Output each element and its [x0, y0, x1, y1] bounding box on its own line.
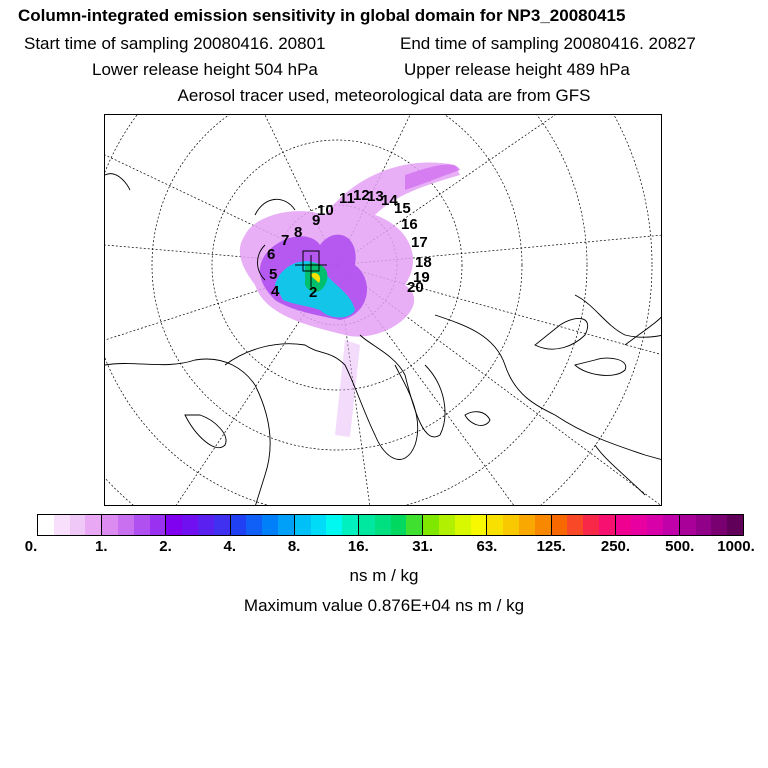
colorbar-swatch [696, 515, 712, 535]
colorbar-swatch [359, 515, 375, 535]
units-label: ns m / kg [349, 566, 419, 585]
colorbar-swatch [326, 515, 342, 535]
colorbar-swatch [278, 515, 295, 535]
colorbar-swatch [727, 515, 743, 535]
trajectory-label: 4 [271, 283, 280, 300]
colorbar-swatch [38, 515, 54, 535]
trajectory-label: 19 [413, 269, 430, 286]
colorbar-swatch [70, 515, 86, 535]
trajectory-label: 18 [415, 254, 432, 271]
map-canvas [105, 115, 662, 506]
colorbar-swatch [487, 515, 503, 535]
colorbar-swatch [631, 515, 647, 535]
colorbar-tick-label: 1000. [717, 538, 755, 555]
tracer-note: Aerosol tracer used, meteorological data are from GFS [177, 86, 591, 105]
start-time-label: Start time of sampling 20080416. 20801 [24, 34, 326, 53]
colorbar-swatch [54, 515, 70, 535]
colorbar [37, 514, 744, 536]
colorbar-swatch [552, 515, 568, 535]
colorbar-swatch [311, 515, 327, 535]
colorbar-tick-label: 16. [347, 538, 369, 555]
colorbar-swatch [680, 515, 696, 535]
trajectory-label: 12 [353, 187, 370, 204]
colorbar-tick-label: 250. [600, 538, 631, 555]
colorbar-tick-label: 31. [412, 538, 434, 555]
colorbar-swatch [295, 515, 311, 535]
colorbar-tick-label: 125. [536, 538, 566, 555]
upper-release-label: Upper release height 489 hPa [404, 60, 630, 79]
colorbar-tick-label: 8. [287, 538, 301, 555]
colorbar-swatch [535, 515, 552, 535]
colorbar-swatch [134, 515, 150, 535]
colorbar-ticks [0, 538, 768, 558]
colorbar-swatch [711, 515, 727, 535]
colorbar-tick-label: 4. [223, 538, 237, 555]
colorbar-swatch [102, 515, 118, 535]
colorbar-swatch [583, 515, 599, 535]
colorbar-swatch [406, 515, 423, 535]
trajectory-label: 17 [411, 234, 428, 251]
trajectory-label: 20 [407, 279, 424, 296]
colorbar-swatch [663, 515, 680, 535]
colorbar-swatch [85, 515, 102, 535]
colorbar-swatch [150, 515, 167, 535]
max-value-label: Maximum value 0.876E+04 ns m / kg [243, 596, 525, 615]
colorbar-swatch [166, 515, 182, 535]
colorbar-swatch [519, 515, 535, 535]
trajectory-label: 13 [367, 188, 384, 205]
polar-map [104, 114, 662, 506]
colorbar-swatch [262, 515, 278, 535]
colorbar-swatch [118, 515, 134, 535]
lower-release-label: Lower release height 504 hPa [92, 60, 318, 79]
colorbar-swatch [375, 515, 391, 535]
trajectory-label: 11 [339, 190, 355, 207]
trajectory-label: 8 [294, 224, 303, 241]
colorbar-tick-label: 63. [476, 538, 498, 555]
plot-title: Column-integrated emission sensitivity in global domain for NP3_20080415 [18, 6, 626, 25]
end-time-label: End time of sampling 20080416. 20827 [400, 34, 696, 53]
colorbar-swatch [391, 515, 407, 535]
colorbar-swatch [503, 515, 519, 535]
trajectory-label: 14 [381, 192, 398, 209]
colorbar-swatch [471, 515, 488, 535]
trajectory-label: 5 [269, 266, 278, 283]
colorbar-swatch [647, 515, 663, 535]
colorbar-swatch [246, 515, 262, 535]
colorbar-tick-label: 1. [95, 538, 108, 555]
colorbar-swatch [231, 515, 247, 535]
colorbar-swatch [198, 515, 214, 535]
colorbar-tick-label: 500. [665, 538, 695, 555]
trajectory-label: 9 [312, 212, 321, 229]
colorbar-swatch [616, 515, 632, 535]
colorbar-swatch [423, 515, 439, 535]
colorbar-tick-label: 0. [24, 538, 38, 555]
trajectory-label: 16 [401, 216, 418, 233]
trajectory-label: 6 [267, 246, 276, 263]
colorbar-swatch [214, 515, 231, 535]
colorbar-swatch [439, 515, 455, 535]
colorbar-swatch [455, 515, 471, 535]
colorbar-swatch [599, 515, 616, 535]
colorbar-swatch [567, 515, 583, 535]
trajectory-label: 15 [394, 200, 411, 217]
trajectory-label: 2 [309, 284, 318, 301]
colorbar-swatch [342, 515, 359, 535]
colorbar-tick-label: 2. [159, 538, 172, 555]
colorbar-swatch [182, 515, 198, 535]
trajectory-label: 7 [281, 232, 290, 249]
trajectory-label: 10 [317, 202, 334, 219]
